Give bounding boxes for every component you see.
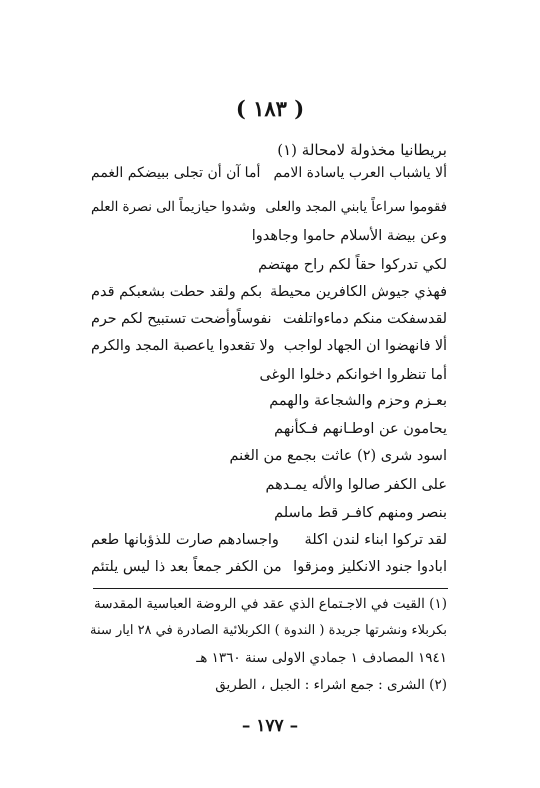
footnote-line: ١٩٤١ المصادف ١ جمادي الاولى سنة ١٣٦٠ هـ [196, 650, 447, 666]
poem-line: يحامون عن اوطـانهم فـكأنهم [274, 421, 447, 437]
second-hemistich: ولا تقعدوا ياعصبة المجد والكرم [91, 338, 275, 354]
poem-line [91, 165, 447, 187]
poem-line: وعن بيضة الأسلام حاموا وجاهدوا [251, 228, 447, 244]
footnote-line: (٢) الشرى : جمع اشراء : الجبل ، الطريق [215, 677, 447, 693]
footnote-line: بكربلاء ونشرتها جريدة ( الندوة ) الكربلائية الصادرة في ٢٨ ايار سنة [90, 623, 447, 638]
second-hemistich: بكم ولقد حطت بشعبكم قدم [91, 284, 263, 300]
page-number: ( ١٨٣ ) [235, 96, 305, 121]
poem-line [91, 311, 447, 333]
poem-line: لكي تدركوا حقاً لكم راح مهتضم [258, 257, 447, 273]
poem-line [91, 532, 447, 554]
poem-line [91, 559, 447, 581]
second-hemistich: أما آن أن تجلى ببيضكم الغمم [91, 165, 261, 181]
poem-line: اسود شرى (٢) عاثت بجمع من الغنم [229, 448, 447, 464]
poem-title: بريطانيا مخذولة لامحالة (١) [277, 141, 447, 159]
second-hemistich: من الكفر جمعاً بعد ذا ليس يلتئم [91, 559, 282, 575]
footnote-divider [93, 588, 448, 589]
poem-line: بنصر ومنهم كافـر قط ماسلم [274, 505, 447, 521]
folio-number: – ١٧٧ – [241, 716, 299, 736]
second-hemistich: نفوساًوأضحت تستبيح لكم حرم [91, 311, 272, 327]
poem-line [91, 200, 447, 222]
first-hemistich: فهذي جيوش الكافرين محيطة [270, 284, 447, 300]
poem-line [91, 338, 447, 360]
first-hemistich: فقوموا سراعاً يابني المجد والعلى [265, 200, 447, 215]
second-hemistich: واجسادهم صارت للذؤبانها طعم [91, 532, 279, 548]
poem-line: أما تنظروا اخوانكم دخلوا الوغى [259, 367, 447, 383]
first-hemistich: لقد تركوا ابناء لندن اكلة [304, 532, 447, 548]
footnote-line: (١) القيت في الاجـتماع الذي عقد في الروضة العباسية المقدسة [93, 596, 447, 612]
first-hemistich: لقدسفكت منكم دماءواتلفت [282, 311, 447, 327]
first-hemistich: ألا ياشباب العرب ياسادة الامم [273, 165, 447, 181]
first-hemistich: ألا فانهضوا ان الجهاد لواجب [283, 338, 447, 354]
first-hemistich: ابادوا جنود الانكليز ومزقوا [293, 559, 447, 575]
poem-line: على الكفر صالوا والأله يمـدهم [265, 477, 447, 493]
poem-line [91, 284, 447, 306]
poem-line: بعـزم وحزم والشجاعة والهمم [269, 393, 447, 409]
second-hemistich: وشدوا حيازيماً الى نصرة العلم [91, 200, 256, 215]
